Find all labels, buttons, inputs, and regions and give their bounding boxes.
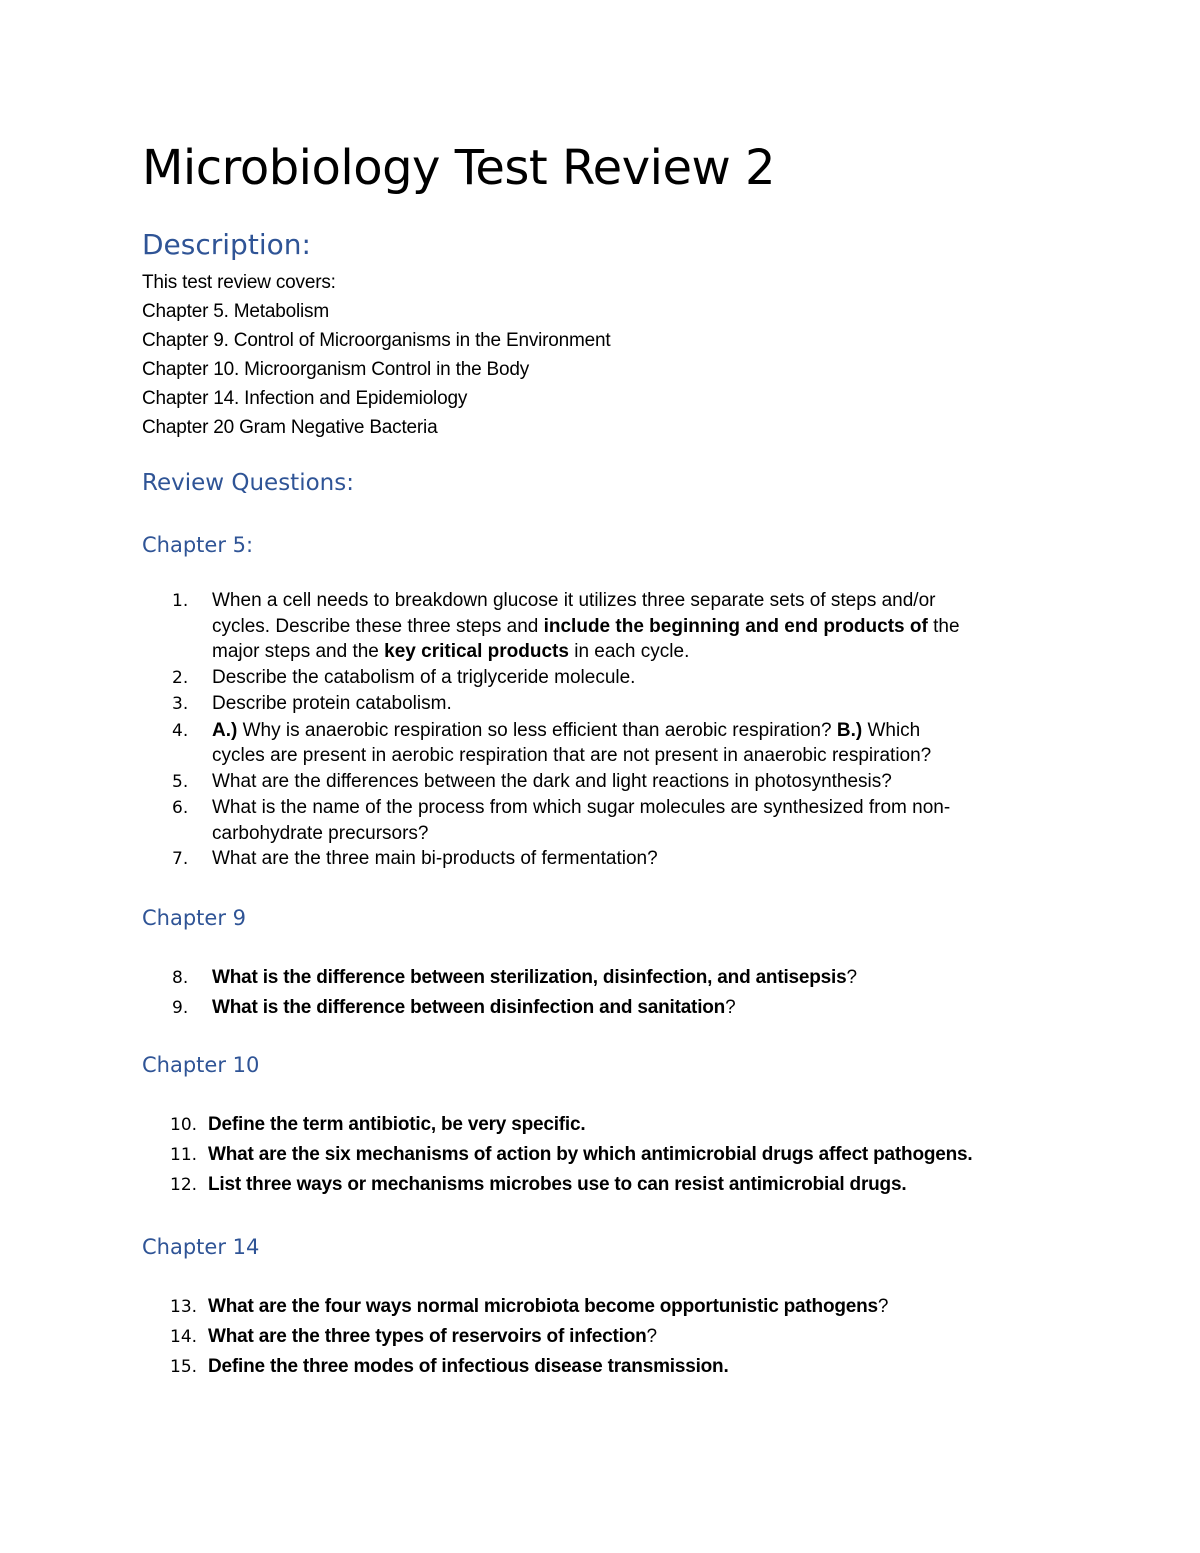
question-item [172, 1292, 888, 1322]
description-line: Chapter 9. Control of Microorganisms in the Environment [142, 330, 611, 351]
question-item [172, 718, 960, 769]
question-mark: ? [646, 1326, 657, 1347]
question-item [172, 795, 960, 846]
question-mark: ? [877, 1296, 889, 1317]
question-item [172, 665, 960, 692]
description-line: Chapter 20 Gram Negative Bacteria [142, 417, 438, 438]
chapter-9-questions [172, 963, 857, 1023]
question-text [212, 795, 950, 846]
question-item [172, 993, 857, 1023]
question-text: List three ways or mechanisms microbes use to can resist antimicrobial drugs. [208, 1174, 907, 1195]
question-text: What are the differences between the dark and light reactions in photosynthesis? [212, 770, 892, 792]
description-line: Chapter 14. Infection and Epidemiology [142, 388, 468, 409]
question-item [172, 1110, 972, 1140]
question-number: 6. [172, 798, 189, 818]
question-emphasis: include the beginning and end products of [543, 615, 928, 637]
part-label-b: B.) [836, 719, 863, 741]
question-text: Define the three modes of infectious disease transmission. [208, 1356, 729, 1377]
part-label-a: A.) [212, 719, 238, 741]
chapter-14-heading: Chapter 14 [142, 1235, 260, 1259]
document-title: Microbiology Test Review 2 [142, 140, 776, 196]
question-item [172, 691, 960, 718]
question-number: 7. [172, 849, 189, 869]
question-line: in each cycle. [568, 641, 690, 662]
question-line: What are the four ways normal microbiota become opportunistic pathogens [208, 1296, 878, 1317]
description-line: This test review covers: [142, 272, 336, 293]
question-number: 15. [170, 1357, 198, 1377]
chapter-14-questions [172, 1292, 888, 1382]
question-number: 13. [170, 1297, 198, 1317]
question-line: Which [862, 719, 921, 741]
question-number: 2. [172, 667, 189, 688]
question-text [212, 993, 735, 1022]
question-number: 8. [172, 968, 189, 988]
question-line: carbohydrate precursors? [212, 822, 429, 844]
question-number: 4. [172, 720, 189, 741]
question-number: 11. [170, 1145, 198, 1165]
question-number: 12. [170, 1175, 198, 1195]
question-emphasis: key critical products [384, 641, 569, 662]
question-text [212, 588, 960, 665]
chapter-5-heading: Chapter 5: [142, 533, 254, 557]
question-text: What are the six mechanisms of action by which antimicrobial drugs affect pathogens. [208, 1144, 973, 1165]
question-text: What are the three main bi-products of fermentation? [212, 848, 658, 869]
question-line: What is the difference between sterilization, disinfection, and antisepsis [212, 967, 847, 988]
chapter-9-heading: Chapter 9 [142, 906, 246, 930]
question-number: 1. [172, 591, 189, 611]
question-item [172, 1140, 972, 1170]
question-line: What are the three types of reservoirs of infection [208, 1326, 647, 1347]
description-list [142, 268, 610, 442]
question-line: What is the name of the process from which sugar molecules are synthesized from non- [212, 797, 951, 818]
chapter-10-heading: Chapter 10 [142, 1053, 260, 1077]
question-line: Why is anaerobic respiration so less efficient than aerobic respiration? [237, 719, 837, 741]
chapter-10-questions [172, 1110, 972, 1200]
question-line: major steps and the [212, 641, 385, 662]
question-number: 3. [172, 694, 189, 714]
question-line: the [927, 615, 960, 637]
question-line: cycles are present in aerobic respiration that are not present in anaerobic respiration? [212, 745, 932, 766]
question-item [172, 588, 960, 665]
chapter-5-questions [172, 588, 960, 873]
question-item [172, 1322, 888, 1352]
question-item [172, 1352, 888, 1382]
question-number: 5. [172, 771, 189, 792]
question-text [212, 718, 931, 769]
question-mark: ? [846, 967, 857, 988]
question-number: 14. [170, 1327, 198, 1347]
question-line: What is the difference between disinfection and sanitation [212, 997, 726, 1018]
description-line: Chapter 5. Metabolism [142, 301, 329, 322]
question-text: Describe protein catabolism. [212, 693, 452, 714]
review-questions-heading: Review Questions: [142, 470, 354, 496]
question-number: 10. [170, 1115, 198, 1135]
question-text [208, 1292, 888, 1321]
question-item [172, 769, 960, 796]
question-item [172, 1170, 972, 1200]
question-mark: ? [725, 997, 736, 1018]
description-line: Chapter 10. Microorganism Control in the Body [142, 359, 530, 380]
question-item [172, 846, 960, 873]
question-number: 9. [172, 998, 189, 1018]
question-line: When a cell needs to breakdown glucose it utilizes three separate sets of steps and/or [212, 590, 936, 611]
question-text: Define the term antibiotic, be very specific. [208, 1114, 586, 1135]
question-item [172, 963, 857, 993]
question-line: cycles. Describe these three steps and [212, 615, 544, 637]
description-heading: Description: [142, 228, 311, 261]
question-text [212, 963, 857, 992]
question-text: Describe the catabolism of a triglyceride molecule. [212, 666, 636, 688]
question-text [208, 1322, 657, 1351]
